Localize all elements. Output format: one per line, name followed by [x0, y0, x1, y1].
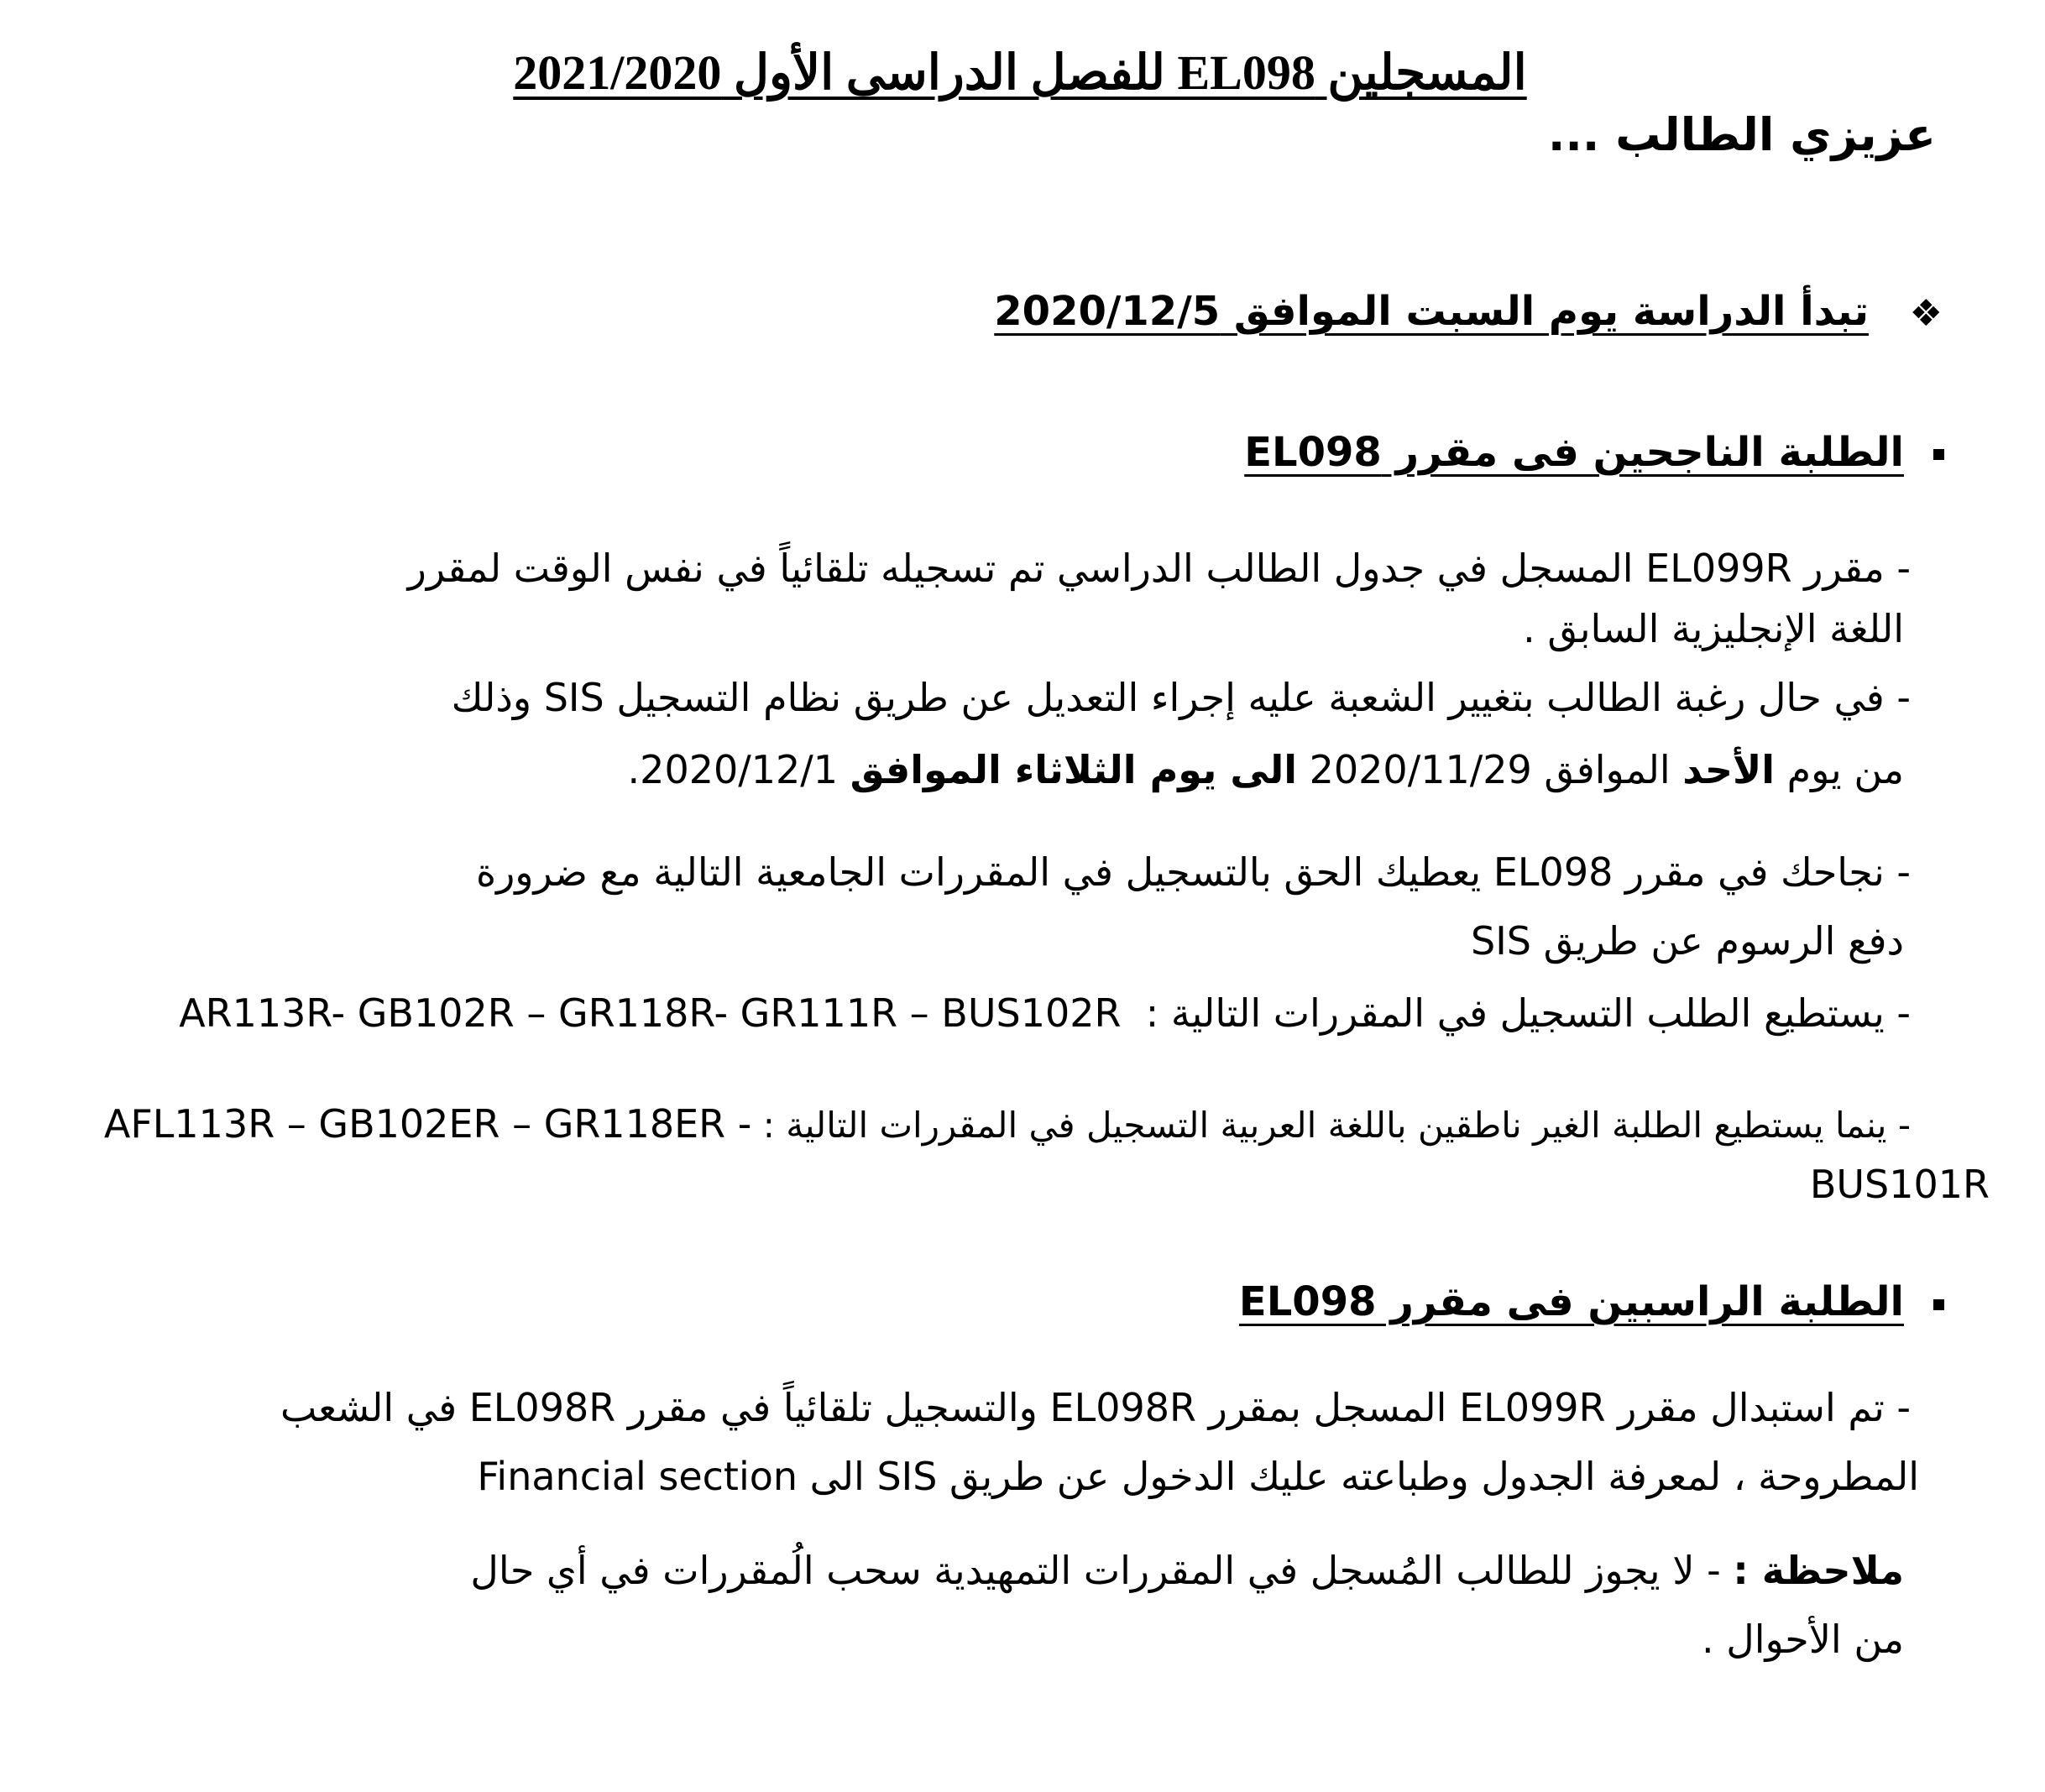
page-title: المسجلين EL098 للفصل الدراسى الأول 2021/2020: [513, 45, 1527, 100]
passed-line-1: - مقرر EL099R المسجل في جدول الطالب الدراسي تم تسجيله تلقائياً في نفس الوقت لمقرر: [407, 546, 1911, 591]
passed-line-5: - نجاحك في مقرر EL098 يعطيك الحق بالتسجيل في المقررات الجامعية التالية مع ضرورة: [475, 849, 1911, 895]
square-bullet-icon: [1933, 1299, 1944, 1310]
passed-line-7-codes: AR113R- GB102R – GR118R- GR111R – BUS102R: [179, 990, 1122, 1036]
failed-heading: الطلبة الراسبين فى مقرر EL098: [1238, 1278, 1904, 1325]
diamond-bullet-icon: ❖: [1909, 292, 1943, 335]
passed-line-9-codes: BUS101R: [1809, 1162, 1990, 1207]
passed-line-4-e: 2020/12/1.: [627, 747, 850, 792]
passed-line-8: [104, 1098, 1911, 1152]
passed-line-4-tuesday: الى يوم الثلاثاء الموافق: [850, 747, 1297, 792]
greeting: عزيزي الطالب ...: [1547, 108, 1936, 161]
passed-line-8-text: - ينما يستطيع الطلبة الغير ناطقين باللغة العربية التسجيل في المقررات التالية :: [762, 1105, 1911, 1146]
failed-line-2: المطروحة ، لمعرفة الجدول وطباعته عليك الدخول عن طريق SIS الى Financial section: [477, 1454, 1919, 1499]
passed-heading: الطلبة الناجحين فى مقرر EL098: [1244, 429, 1904, 476]
passed-line-6: دفع الرسوم عن طريق SIS: [1471, 918, 1904, 964]
passed-line-8-codes: AFL113R – GB102ER – GR118ER -: [103, 1101, 752, 1147]
note-line-1: [470, 1544, 1904, 1596]
square-bullet-icon: [1933, 449, 1944, 460]
failed-line-1: - تم استبدال مقرر EL099R المسجل بمقرر EL098R والتسجيل تلقائياً في مقرر EL098R في الشعب: [280, 1385, 1911, 1430]
note-line-2: من الأحوال .: [1702, 1617, 1904, 1662]
passed-line-9: [1810, 1158, 1990, 1210]
start-notice: تبدأ الدراسة يوم السبت الموافق 2020/12/5: [994, 288, 1869, 335]
passed-line-4-a: من يوم: [1775, 747, 1904, 792]
passed-line-4-c: الموافق 2020/11/29: [1297, 747, 1683, 792]
passed-line-4: [628, 744, 1904, 796]
passed-line-3: - في حال رغبة الطالب بتغيير الشعبة عليه إجراء التعديل عن طريق نظام التسجيل SIS وذلك: [451, 675, 1911, 720]
note-label: ملاحظة :: [1733, 1548, 1904, 1593]
note-text-1: - لا يجوز للطالب المُسجل في المقررات التمهيدية سحب الُمقررات في أي حال: [470, 1548, 1734, 1593]
passed-line-2: اللغة الإنجليزية السابق .: [1523, 606, 1904, 651]
passed-line-4-sunday: الأحد: [1682, 747, 1776, 792]
passed-line-7-text: - يستطيع الطلب التسجيل في المقررات التالية :: [1145, 990, 1911, 1036]
passed-line-7: [179, 987, 1911, 1039]
